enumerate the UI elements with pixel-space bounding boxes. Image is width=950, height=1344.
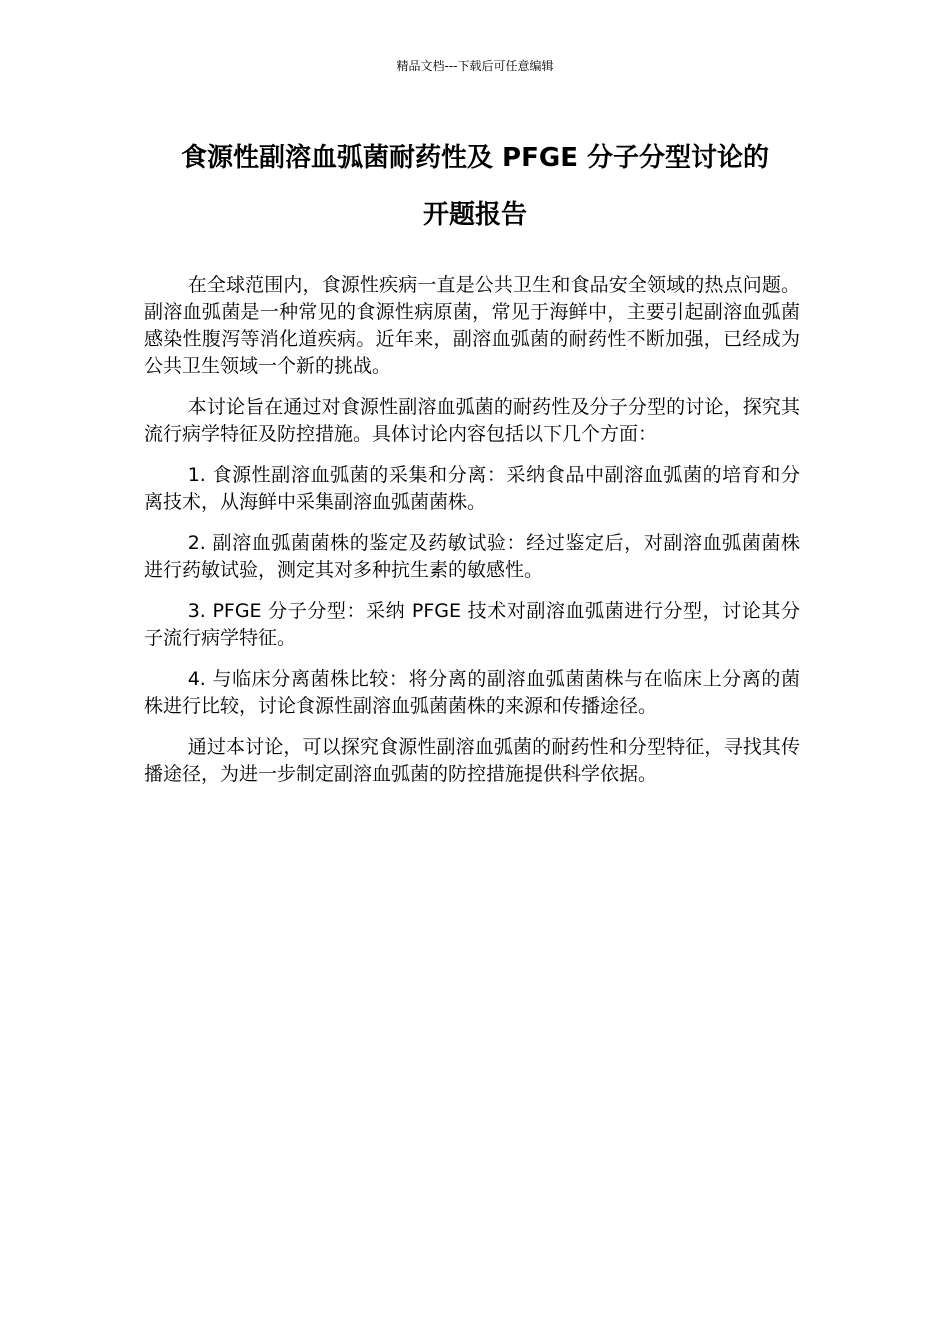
paragraph-item-3: 3. PFGE 分子分型：采纳 PFGE 技术对副溶血弧菌进行分型，讨论其分子流行病学特征。 <box>144 600 800 649</box>
paragraph-purpose: 本讨论旨在通过对食源性副溶血弧菌的耐药性及分子分型的讨论，探究其流行病学特征及防控措施。具体讨论内容包括以下几个方面： <box>144 396 800 445</box>
document-title <box>145 130 805 244</box>
title-line-1: 食源性副溶血弧菌耐药性及 PFGE 分子分型讨论的 <box>180 143 770 173</box>
paragraph-intro: 在全球范围内，食源性疾病一直是公共卫生和食品安全领域的热点问题。副溶血弧菌是一种常见的食源性病原菌，常见于海鲜中，主要引起副溶血弧菌感染性腹泻等消化道疾病。近年来，副溶血弧菌的耐药性不断加强，已经成为公共卫生领域一个新的挑战。 <box>144 274 800 377</box>
page-header: 精品文档---下载后可任意编辑 <box>396 59 554 73</box>
title-line-2: 开题报告 <box>422 200 527 230</box>
paragraph-item-1: 1. 食源性副溶血弧菌的采集和分离：采纳食品中副溶血弧菌的培育和分离技术，从海鲜中采集副溶血弧菌菌株。 <box>144 464 800 513</box>
paragraph-item-4: 4. 与临床分离菌株比较：将分离的副溶血弧菌菌株与在临床上分离的菌株进行比较，讨论食源性副溶血弧菌菌株的来源和传播途径。 <box>144 668 800 717</box>
paragraph-conclusion: 通过本讨论，可以探究食源性副溶血弧菌的耐药性和分型特征，寻找其传播途径，为进一步制定副溶血弧菌的防控措施提供科学依据。 <box>144 736 800 785</box>
paragraph-item-2: 2. 副溶血弧菌菌株的鉴定及药敏试验：经过鉴定后，对副溶血弧菌菌株进行药敏试验，测定其对多种抗生素的敏感性。 <box>144 532 800 581</box>
document-body <box>144 272 800 802</box>
